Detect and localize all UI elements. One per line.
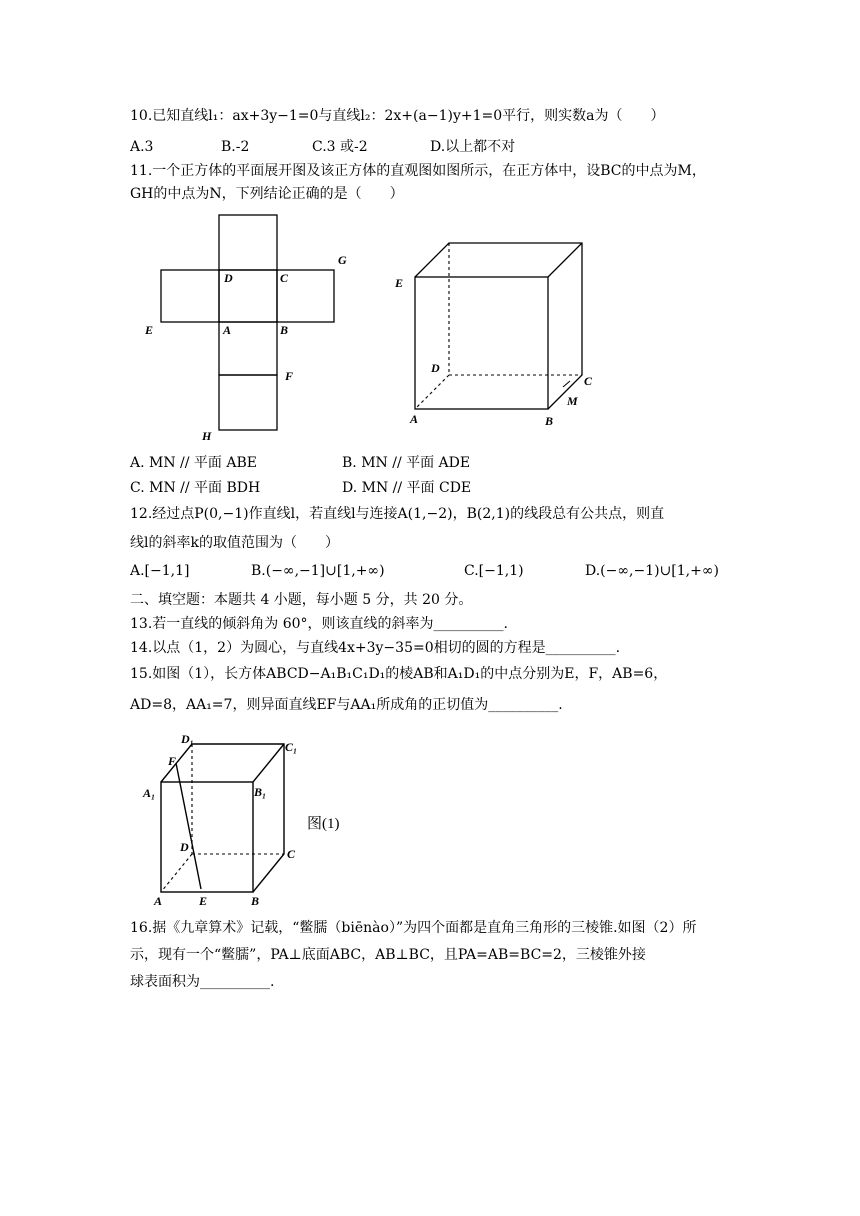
q15-stem-line2: AD=8，AA₁=7，则异面直线EF与AA₁所成角的正切值为__________. [130,697,563,713]
cuboid-label-e: E [199,894,208,907]
q16-stem-line2: 示，现有一个“鳖臑”，PA⊥底面ABC，AB⊥BC，且PA=AB=BC=2，三棱锥外接 [130,947,646,963]
cuboid-label-d1: D₁ [181,732,194,746]
net-label-b: B [280,323,289,337]
cuboid-label-a1: A₁ [143,786,156,800]
figure-1-caption: 图(1) [307,816,340,832]
q12-stem-line2: 线l的斜率k的取值范围为（ ） [130,535,339,551]
q11-option-a: A. MN // 平面 ABE [130,455,257,471]
q11-stem-line1: 11.一个正方体的平面展开图及该正方体的直观图如图所示，在正方体中，设BC的中点为M， [130,163,706,179]
cuboid-label-d: D [180,840,189,854]
q10-stem: 10.已知直线l₁：ax+3y−1=0与直线l₂：2x+(a−1)y+1=0平行，则实数a为（ ） [130,108,665,124]
q10-option-d: D.以上都不对 [430,139,516,155]
cuboid-label-c: C [287,847,296,861]
cube-label-a: A [410,412,419,426]
net-label-h: H [202,429,212,443]
cuboid-figure-1 [135,727,375,907]
q10-option-c: C.3 或-2 [312,139,368,155]
q12-option-a: A.[−1,1] [130,563,190,579]
cuboid-label-b1: B₁ [254,785,267,799]
q11-option-d: D. MN // 平面 CDE [342,480,472,496]
net-face-left [161,270,219,322]
q15-stem-line1: 15.如图（1），长方体ABCD−A₁B₁C₁D₁的棱AB和A₁D₁的中点分别为E，F，AB=6， [130,666,668,682]
cube-label-d: D [431,361,440,375]
cuboid-label-b: B [251,894,260,907]
cube-label-c: C [584,374,593,388]
q10-option-b: B.-2 [221,139,250,155]
q12-option-c: C.[−1,1) [464,563,524,579]
net-label-c: C [280,271,289,285]
net-label-a: A [223,323,232,337]
q12-stem-line1: 12.经过点P(0,−1)作直线l，若直线l与连接A(1,−2)，B(2,1)的线段总有公共点，则直 [130,506,665,522]
cuboid-label-f: F [168,754,177,768]
cuboid-label-c1: C₁ [285,740,298,754]
q12-option-b: B.(−∞,−1]∪[1,+∞) [251,563,385,579]
q11-stem-line2: GH的中点为N，下列结论正确的是（ ） [130,186,404,202]
net-label-f: F [285,369,294,383]
net-label-e: E [145,323,154,337]
net-face-bottom [219,375,277,430]
net-label-d: D [224,271,233,285]
cube-net-figure [140,210,360,450]
q13-stem: 13.若一直线的倾斜角为 60°，则该直线的斜率为__________. [130,616,508,632]
q12-option-d: D.(−∞,−1)∪[1,+∞) [585,563,719,579]
net-label-g: G [338,253,347,267]
q16-stem-line3: 球表面积为__________. [130,974,275,990]
cuboid-label-a: A [154,894,163,907]
q10-option-a: A.3 [130,139,154,155]
cube-label-m: M [567,394,578,408]
q14-stem: 14.以点（1，2）为圆心，与直线4x+3y−35=0相切的圆的方程是__________. [130,640,621,656]
cube-label-b: B [545,414,554,428]
cube-label-e: E [395,276,404,290]
q11-option-b: B. MN // 平面 ADE [342,455,471,471]
q16-stem-line1: 16.据《九章算术》记载，“鳖臑（biēnào）”为四个面都是直角三角形的三棱锥.如图（2）所 [130,920,697,936]
q11-option-c: C. MN // 平面 BDH [130,480,261,496]
cube-perspective-figure [390,235,610,435]
net-face-top [219,215,277,270]
cuboid-front-face [161,782,253,892]
section-2-heading: 二、填空题：本题共 4 小题，每小题 5 分，共 20 分。 [130,592,473,608]
